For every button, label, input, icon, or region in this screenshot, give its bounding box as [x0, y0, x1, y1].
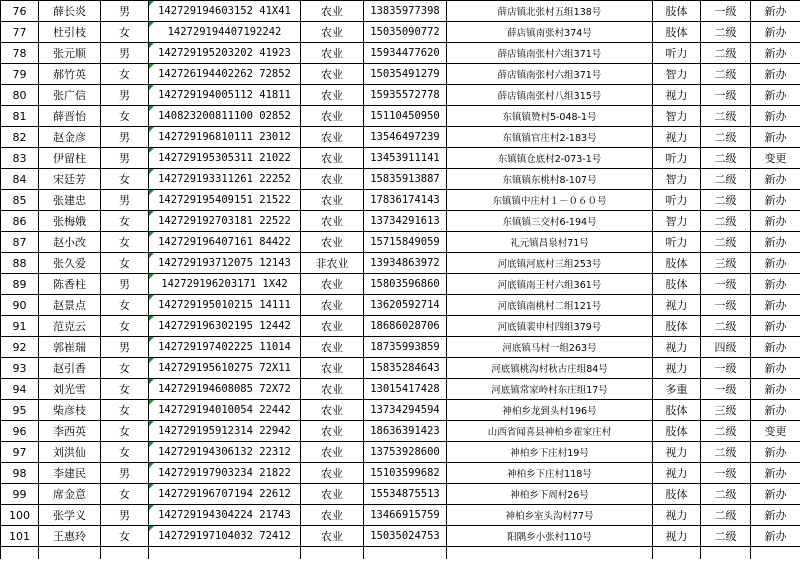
status-cell: 新办	[751, 190, 800, 211]
household-type-cell: 农业	[301, 337, 364, 358]
gender-cell: 女	[101, 169, 149, 190]
table-row	[1, 169, 800, 190]
address-cell: 神柏乡室头沟村77号	[447, 505, 653, 526]
row-number-cell: 96	[1, 421, 39, 442]
household-type-cell: 农业	[301, 190, 364, 211]
row-number-cell: 98	[1, 463, 39, 484]
disability-level-cell: 一级	[701, 295, 751, 316]
disability-type-cell: 视力	[653, 358, 701, 379]
disability-type-cell: 肢体	[653, 253, 701, 274]
disability-type-cell: 视力	[653, 442, 701, 463]
disability-type-cell: 肢体	[653, 1, 701, 22]
disability-level-cell: 二级	[701, 190, 751, 211]
phone-cell: 13734294594	[364, 400, 447, 421]
gender-cell: 女	[101, 442, 149, 463]
table-row	[1, 190, 800, 211]
table-row	[1, 22, 800, 43]
row-number-cell: 80	[1, 85, 39, 106]
row-number-cell: 94	[1, 379, 39, 400]
gender-cell: 女	[101, 379, 149, 400]
row-number-cell: 87	[1, 232, 39, 253]
disability-type-cell: 智力	[653, 106, 701, 127]
gender-cell: 女	[101, 400, 149, 421]
phone-cell: 13934863972	[364, 253, 447, 274]
disability-type-cell: 视力	[653, 505, 701, 526]
status-cell: 新办	[751, 295, 800, 316]
phone-cell: 18686028706	[364, 316, 447, 337]
empty-cell	[101, 547, 149, 560]
disability-type-cell: 智力	[653, 64, 701, 85]
row-number-cell: 101	[1, 526, 39, 547]
row-number-cell: 76	[1, 1, 39, 22]
gender-cell: 女	[101, 295, 149, 316]
id-number-cell: 142729197104032 72412	[149, 526, 301, 547]
name-cell: 赵景点	[39, 295, 101, 316]
gender-cell: 女	[101, 106, 149, 127]
phone-cell: 13546497239	[364, 127, 447, 148]
phone-cell: 13466915759	[364, 505, 447, 526]
disability-level-cell: 二级	[701, 316, 751, 337]
id-number-cell: 142729195010215 14111	[149, 295, 301, 316]
household-type-cell: 农业	[301, 127, 364, 148]
phone-cell: 13015417428	[364, 379, 447, 400]
household-type-cell: 农业	[301, 421, 364, 442]
id-number-cell: 142729194407192242	[149, 22, 301, 43]
gender-cell: 女	[101, 253, 149, 274]
disability-level-cell: 二级	[701, 43, 751, 64]
address-cell: 阳隅乡小张村110号	[447, 526, 653, 547]
address-cell: 河底镇河底村三组253号	[447, 253, 653, 274]
table-row	[1, 379, 800, 400]
name-cell: 刘光雪	[39, 379, 101, 400]
household-type-cell: 农业	[301, 64, 364, 85]
name-cell: 张梅娥	[39, 211, 101, 232]
row-number-cell: 89	[1, 274, 39, 295]
table-row	[1, 64, 800, 85]
status-cell: 新办	[751, 211, 800, 232]
row-number-cell: 100	[1, 505, 39, 526]
status-cell: 新办	[751, 85, 800, 106]
status-cell: 新办	[751, 442, 800, 463]
household-type-cell: 农业	[301, 400, 364, 421]
address-cell: 河底镇桃沟村秋古庄组84号	[447, 358, 653, 379]
name-cell: 刘洪仙	[39, 442, 101, 463]
status-cell: 新办	[751, 43, 800, 64]
phone-cell: 15803596860	[364, 274, 447, 295]
disability-level-cell: 二级	[701, 421, 751, 442]
name-cell: 李西英	[39, 421, 101, 442]
id-number-cell: 142729195409151 21522	[149, 190, 301, 211]
phone-cell: 15103599682	[364, 463, 447, 484]
household-type-cell: 农业	[301, 106, 364, 127]
address-cell: 薛店镇南张村八组315号	[447, 85, 653, 106]
name-cell: 杜引枝	[39, 22, 101, 43]
address-cell: 薛店镇南张村374号	[447, 22, 653, 43]
id-number-cell: 142729194005112 41811	[149, 85, 301, 106]
empty-cell	[39, 547, 101, 560]
id-number-cell: 142729194010054 22442	[149, 400, 301, 421]
disability-type-cell: 听力	[653, 190, 701, 211]
address-cell: 薛店镇南张村六组371号	[447, 64, 653, 85]
table-row	[1, 295, 800, 316]
id-number-cell: 142729193712075 12143	[149, 253, 301, 274]
disability-level-cell: 二级	[701, 106, 751, 127]
table-row	[1, 484, 800, 505]
id-number-cell: 142729194603152 41X41	[149, 1, 301, 22]
gender-cell: 男	[101, 190, 149, 211]
address-cell: 河底镇常家岭村东庄组17号	[447, 379, 653, 400]
table-row	[1, 358, 800, 379]
gender-cell: 女	[101, 316, 149, 337]
row-number-cell: 78	[1, 43, 39, 64]
row-number-cell: 77	[1, 22, 39, 43]
id-number-cell: 140823200811100 02852	[149, 106, 301, 127]
disability-type-cell: 听力	[653, 232, 701, 253]
table-row	[1, 442, 800, 463]
row-number-cell: 85	[1, 190, 39, 211]
table-row	[1, 421, 800, 442]
household-type-cell: 农业	[301, 295, 364, 316]
household-type-cell: 农业	[301, 316, 364, 337]
id-number-cell: 142729194608085 72X72	[149, 379, 301, 400]
status-cell: 新办	[751, 127, 800, 148]
empty-cell	[364, 547, 447, 560]
name-cell: 伊留柱	[39, 148, 101, 169]
row-number-cell: 79	[1, 64, 39, 85]
disability-level-cell: 二级	[701, 22, 751, 43]
id-number-cell: 142729196407161 84422	[149, 232, 301, 253]
address-cell: 东镇镇中庄村１－０６０号	[447, 190, 653, 211]
table-row-partial	[1, 547, 800, 560]
disability-type-cell: 肢体	[653, 22, 701, 43]
disability-type-cell: 肢体	[653, 400, 701, 421]
disability-type-cell: 听力	[653, 148, 701, 169]
name-cell: 张广信	[39, 85, 101, 106]
phone-cell: 13453911141	[364, 148, 447, 169]
id-number-cell: 142729193311261 22252	[149, 169, 301, 190]
row-number-cell: 91	[1, 316, 39, 337]
status-cell: 新办	[751, 1, 800, 22]
name-cell: 李建民	[39, 463, 101, 484]
status-cell: 新办	[751, 526, 800, 547]
id-number-cell: 142729196707194 22612	[149, 484, 301, 505]
status-cell: 变更	[751, 421, 800, 442]
household-type-cell: 农业	[301, 274, 364, 295]
phone-cell: 13734291613	[364, 211, 447, 232]
table-row	[1, 337, 800, 358]
table-row	[1, 232, 800, 253]
phone-cell: 18636391423	[364, 421, 447, 442]
status-cell: 新办	[751, 337, 800, 358]
disability-level-cell: 一级	[701, 1, 751, 22]
status-cell: 新办	[751, 505, 800, 526]
gender-cell: 男	[101, 505, 149, 526]
row-number-cell: 93	[1, 358, 39, 379]
table-row	[1, 127, 800, 148]
disability-type-cell: 视力	[653, 295, 701, 316]
gender-cell: 女	[101, 232, 149, 253]
gender-cell: 女	[101, 421, 149, 442]
household-type-cell: 农业	[301, 358, 364, 379]
row-number-cell: 97	[1, 442, 39, 463]
household-type-cell: 农业	[301, 169, 364, 190]
household-type-cell: 农业	[301, 379, 364, 400]
phone-cell: 18735993859	[364, 337, 447, 358]
row-number-cell: 84	[1, 169, 39, 190]
name-cell: 张建忠	[39, 190, 101, 211]
id-number-cell: 142729196810111 23012	[149, 127, 301, 148]
table-row	[1, 43, 800, 64]
address-cell: 薛店镇北张村五组138号	[447, 1, 653, 22]
status-cell: 新办	[751, 400, 800, 421]
disability-level-cell: 二级	[701, 505, 751, 526]
gender-cell: 女	[101, 64, 149, 85]
name-cell: 张久爱	[39, 253, 101, 274]
disability-type-cell: 肢体	[653, 484, 701, 505]
row-number-cell: 88	[1, 253, 39, 274]
disability-level-cell: 一级	[701, 274, 751, 295]
id-number-cell: 142729192703181 22522	[149, 211, 301, 232]
empty-cell	[149, 547, 301, 560]
disability-level-cell: 四级	[701, 337, 751, 358]
empty-cell	[701, 547, 751, 560]
name-cell: 王惠玲	[39, 526, 101, 547]
address-cell: 神柏乡龙到头村196号	[447, 400, 653, 421]
disability-level-cell: 一级	[701, 85, 751, 106]
row-number-cell: 95	[1, 400, 39, 421]
name-cell: 宋廷芳	[39, 169, 101, 190]
name-cell: 郭崔瑞	[39, 337, 101, 358]
address-cell: 东镇镇仓底村2-073-1号	[447, 148, 653, 169]
disability-level-cell: 一级	[701, 358, 751, 379]
disability-type-cell: 视力	[653, 463, 701, 484]
gender-cell: 女	[101, 526, 149, 547]
table-row	[1, 253, 800, 274]
household-type-cell: 农业	[301, 1, 364, 22]
phone-cell: 17836174143	[364, 190, 447, 211]
disability-level-cell: 二级	[701, 64, 751, 85]
table-row	[1, 148, 800, 169]
phone-cell: 15035090772	[364, 22, 447, 43]
table-row	[1, 211, 800, 232]
table-row	[1, 463, 800, 484]
status-cell: 新办	[751, 232, 800, 253]
phone-cell: 15835284643	[364, 358, 447, 379]
phone-cell: 13753928600	[364, 442, 447, 463]
disability-level-cell: 二级	[701, 232, 751, 253]
status-cell: 新办	[751, 358, 800, 379]
empty-cell	[447, 547, 653, 560]
household-type-cell: 农业	[301, 463, 364, 484]
disability-level-cell: 三级	[701, 253, 751, 274]
household-type-cell: 非农业	[301, 253, 364, 274]
disability-level-cell: 二级	[701, 148, 751, 169]
status-cell: 新办	[751, 64, 800, 85]
name-cell: 薛长炎	[39, 1, 101, 22]
household-type-cell: 农业	[301, 442, 364, 463]
id-number-cell: 142726194402262 72852	[149, 64, 301, 85]
phone-cell: 15715849059	[364, 232, 447, 253]
table-row	[1, 505, 800, 526]
phone-cell: 13835977398	[364, 1, 447, 22]
table-body	[1, 1, 800, 560]
table-row	[1, 85, 800, 106]
name-cell: 张元顺	[39, 43, 101, 64]
status-cell: 变更	[751, 148, 800, 169]
phone-cell: 15835913887	[364, 169, 447, 190]
name-cell: 赵引香	[39, 358, 101, 379]
id-number-cell: 142729196203171 1X42	[149, 274, 301, 295]
address-cell: 河底镇南王村六组361号	[447, 274, 653, 295]
row-number-cell: 83	[1, 148, 39, 169]
row-number-cell: 90	[1, 295, 39, 316]
name-cell: 张学义	[39, 505, 101, 526]
name-cell: 赵金彦	[39, 127, 101, 148]
address-cell: 神柏乡下庄村118号	[447, 463, 653, 484]
table-row	[1, 274, 800, 295]
disability-type-cell: 多重	[653, 379, 701, 400]
household-type-cell: 农业	[301, 211, 364, 232]
disability-type-cell: 视力	[653, 85, 701, 106]
row-number-cell: 81	[1, 106, 39, 127]
gender-cell: 女	[101, 22, 149, 43]
row-number-cell: 99	[1, 484, 39, 505]
name-cell: 席金意	[39, 484, 101, 505]
gender-cell: 男	[101, 274, 149, 295]
id-number-cell: 142729196302195 12442	[149, 316, 301, 337]
id-number-cell: 142729194304224 21743	[149, 505, 301, 526]
disability-type-cell: 肢体	[653, 274, 701, 295]
name-cell: 柴彦枝	[39, 400, 101, 421]
table-row	[1, 316, 800, 337]
table-row	[1, 526, 800, 547]
name-cell: 陈香柱	[39, 274, 101, 295]
disability-type-cell: 视力	[653, 526, 701, 547]
household-type-cell: 农业	[301, 484, 364, 505]
id-number-cell: 142729195610275 72X11	[149, 358, 301, 379]
phone-cell: 15035491279	[364, 64, 447, 85]
status-cell: 新办	[751, 253, 800, 274]
phone-cell: 15110450950	[364, 106, 447, 127]
gender-cell: 男	[101, 148, 149, 169]
id-number-cell: 142729195203202 41923	[149, 43, 301, 64]
disability-type-cell: 肢体	[653, 421, 701, 442]
household-type-cell: 农业	[301, 526, 364, 547]
household-type-cell: 农业	[301, 505, 364, 526]
gender-cell: 女	[101, 211, 149, 232]
status-cell: 新办	[751, 463, 800, 484]
disability-level-cell: 二级	[701, 484, 751, 505]
id-number-cell: 142729194306132 22312	[149, 442, 301, 463]
row-number-cell: 82	[1, 127, 39, 148]
disability-type-cell: 视力	[653, 127, 701, 148]
empty-cell	[301, 547, 364, 560]
status-cell: 新办	[751, 316, 800, 337]
gender-cell: 男	[101, 337, 149, 358]
status-cell: 新办	[751, 484, 800, 505]
gender-cell: 女	[101, 358, 149, 379]
empty-cell	[1, 547, 39, 560]
disability-level-cell: 一级	[701, 379, 751, 400]
address-cell: 东镇镇官庄村2-183号	[447, 127, 653, 148]
id-number-cell: 142729197903234 21822	[149, 463, 301, 484]
disability-level-cell: 二级	[701, 442, 751, 463]
name-cell: 范克云	[39, 316, 101, 337]
address-cell: 薛店镇南张村六组371号	[447, 43, 653, 64]
address-cell: 礼元镇昌泉村71号	[447, 232, 653, 253]
id-number-cell: 142729195912314 22942	[149, 421, 301, 442]
id-number-cell: 142729197402225 11014	[149, 337, 301, 358]
id-number-cell: 142729195305311 21022	[149, 148, 301, 169]
household-type-cell: 农业	[301, 22, 364, 43]
gender-cell: 男	[101, 463, 149, 484]
phone-cell: 15035024753	[364, 526, 447, 547]
gender-cell: 男	[101, 1, 149, 22]
household-type-cell: 农业	[301, 43, 364, 64]
disability-type-cell: 听力	[653, 43, 701, 64]
address-cell: 神柏乡下庄村19号	[447, 442, 653, 463]
disability-type-cell: 肢体	[653, 316, 701, 337]
empty-cell	[653, 547, 701, 560]
gender-cell: 男	[101, 127, 149, 148]
table-row	[1, 1, 800, 22]
household-type-cell: 农业	[301, 148, 364, 169]
name-cell: 薛晋怡	[39, 106, 101, 127]
name-cell: 郝竹英	[39, 64, 101, 85]
disability-level-cell: 二级	[701, 211, 751, 232]
status-cell: 新办	[751, 379, 800, 400]
disability-level-cell: 二级	[701, 526, 751, 547]
row-number-cell: 86	[1, 211, 39, 232]
disability-type-cell: 视力	[653, 337, 701, 358]
phone-cell: 15934477620	[364, 43, 447, 64]
address-cell: 东镇镇三交村6-194号	[447, 211, 653, 232]
address-cell: 东镇镇赞村5-048-1号	[447, 106, 653, 127]
address-cell: 山西省闻喜县神柏乡霍家庄村	[447, 421, 653, 442]
gender-cell: 女	[101, 484, 149, 505]
disability-level-cell: 二级	[701, 127, 751, 148]
empty-cell	[751, 547, 800, 560]
disability-level-cell: 三级	[701, 400, 751, 421]
name-cell: 赵小改	[39, 232, 101, 253]
status-cell: 新办	[751, 274, 800, 295]
disability-level-cell: 一级	[701, 463, 751, 484]
address-cell: 神柏乡下周村26号	[447, 484, 653, 505]
row-number-cell: 92	[1, 337, 39, 358]
table-row	[1, 106, 800, 127]
status-cell: 新办	[751, 106, 800, 127]
table-row	[1, 400, 800, 421]
status-cell: 新办	[751, 22, 800, 43]
gender-cell: 男	[101, 43, 149, 64]
address-cell: 河底镇马村一组263号	[447, 337, 653, 358]
address-cell: 河底镇南桃村二组121号	[447, 295, 653, 316]
address-cell: 河底镇裴申村四组379号	[447, 316, 653, 337]
phone-cell: 15534875513	[364, 484, 447, 505]
disability-type-cell: 智力	[653, 169, 701, 190]
disability-level-cell: 二级	[701, 169, 751, 190]
household-type-cell: 农业	[301, 232, 364, 253]
disability-type-cell: 智力	[653, 211, 701, 232]
gender-cell: 男	[101, 85, 149, 106]
household-type-cell: 农业	[301, 85, 364, 106]
status-cell: 新办	[751, 169, 800, 190]
phone-cell: 13620592714	[364, 295, 447, 316]
address-cell: 东镇镇东桃村8-107号	[447, 169, 653, 190]
phone-cell: 15935572778	[364, 85, 447, 106]
